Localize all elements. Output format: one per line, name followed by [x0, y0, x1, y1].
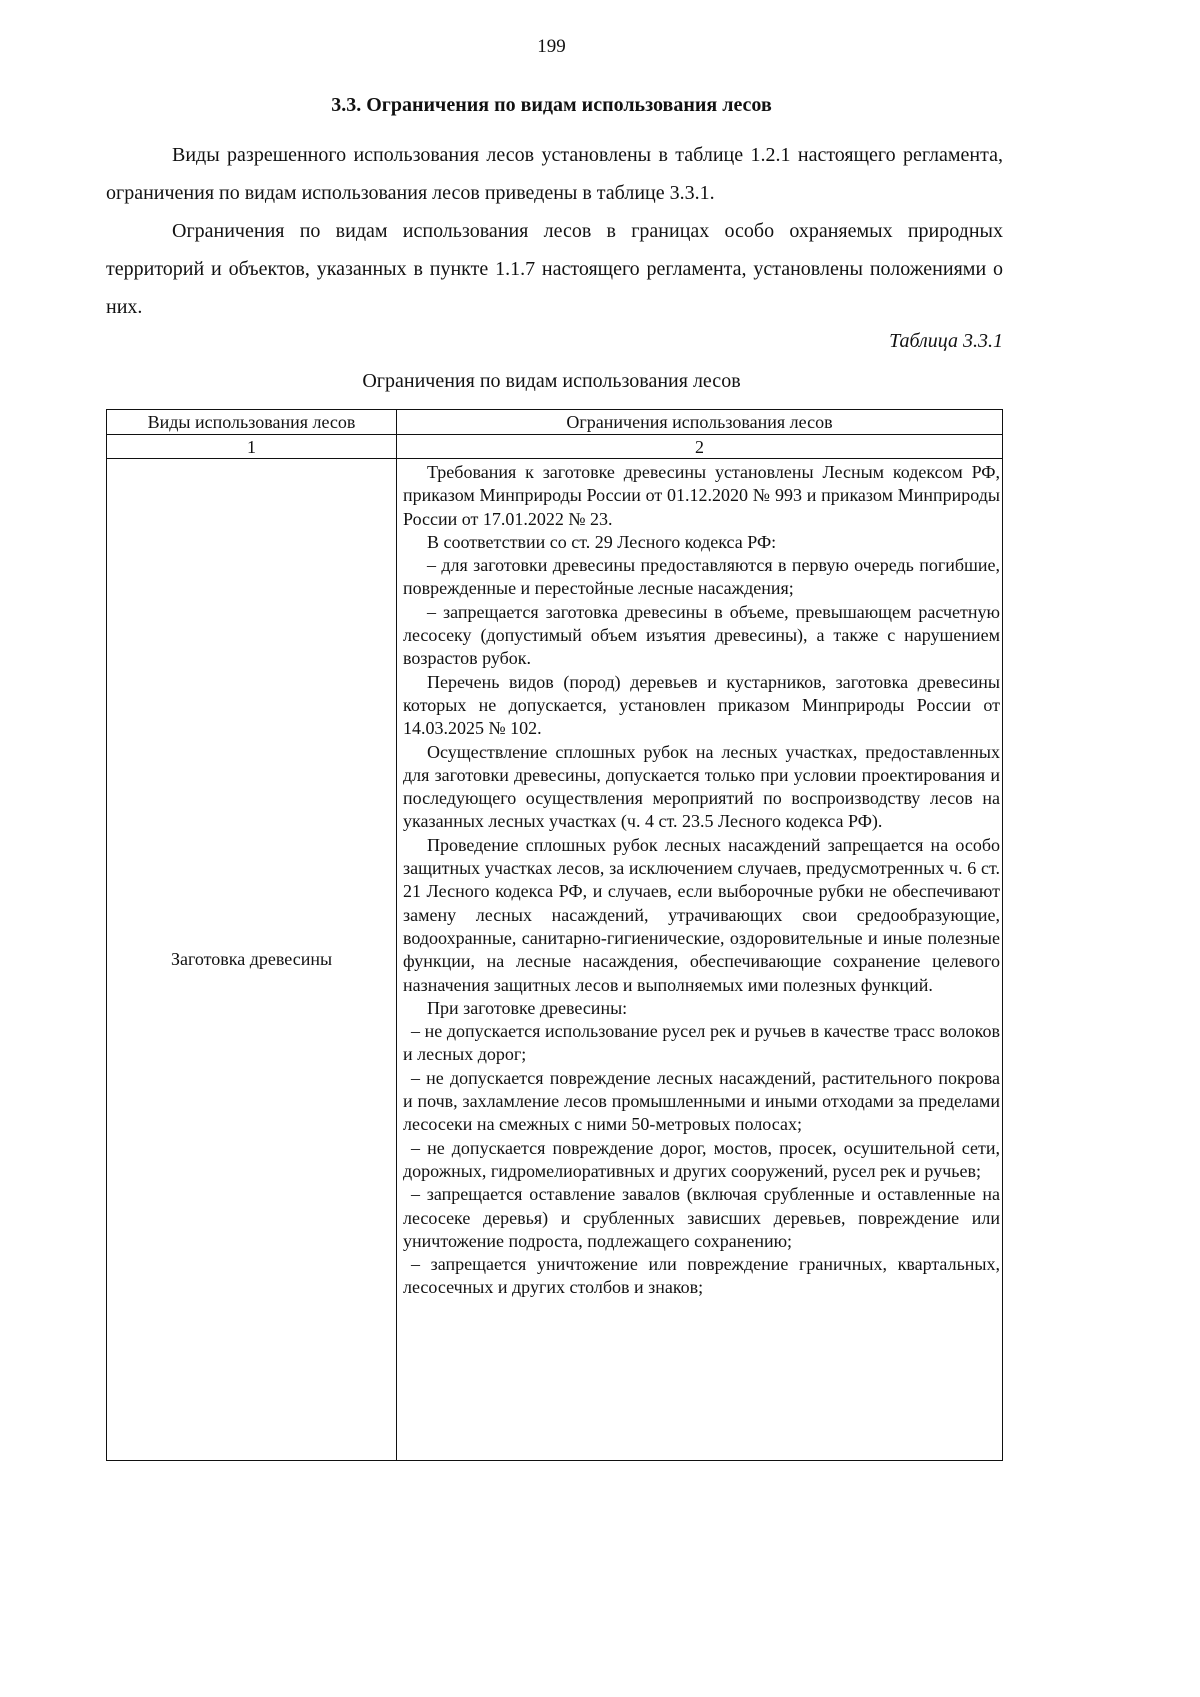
paragraph-1: Виды разрешенного использования лесов установлены в таблице 1.2.1 настоящего регламента, ограничения по видам использования лесов приведены в таблице 3.3.1.	[106, 144, 1003, 204]
restriction-paragraph: – запрещается уничтожение или повреждение граничных, квартальных, лесосечных и других столбов и знаков;	[403, 1254, 1000, 1298]
restriction-paragraph: Проведение сплошных рубок лесных насаждений запрещается на особо защитных участках лесов, за исключением случаев, предусмотренных ч. 6 ст. 21 Лесного кодекса РФ, и случаев, если выборочные рубки не обеспечивают замену лесных насаждений, утрачивающих свои средообразующие, водоохранные, санитарно-гигиенические, оздоровительные и иные полезные функции, на лесные насаждения, обеспечивающие сохранение целевого назначения защитных лесов и выполняемых ими полезных функций.	[403, 834, 1000, 995]
table-column-numbers-row	[107, 435, 1002, 459]
table-label: Таблица 3.3.1	[889, 330, 1003, 352]
table-row	[107, 459, 1002, 1460]
table-caption: Ограничения по видам использования лесов	[362, 370, 741, 392]
page-number: 199	[537, 36, 566, 57]
restriction-paragraph: – запрещается заготовка древесины в объеме, превышающем расчетную лесосеку (допустимый объем изъятия древесины), а также с нарушением возрастов рубок.	[403, 601, 1000, 669]
restriction-paragraph: – не допускается повреждение дорог, мостов, просек, осушительной сети, дорожных, гидромелиоративных и других сооружений, русел рек и ручьев;	[403, 1137, 1000, 1181]
usage-type-cell	[107, 459, 397, 1460]
restriction-paragraph: Осуществление сплошных рубок на лесных участках, предоставленных для заготовки древесины, допускается только при условии проектирования и последующего осуществления мероприятий по воспроизводству лесов на указанных лесных участках (ч. 4 ст. 23.5 Лесного кодекса РФ).	[403, 741, 1000, 832]
restriction-paragraph: – для заготовки древесины предоставляются в первую очередь погибшие, поврежденные и перестойные лесные насаждения;	[403, 555, 1000, 599]
paragraph-2: Ограничения по видам использования лесов в границах особо охраняемых природных территорий и объектов, указанных в пункте 1.1.7 настоящего регламента, установлены положениями о них.	[106, 220, 1003, 318]
restriction-paragraph: В соответствии со ст. 29 Лесного кодекса РФ:	[427, 531, 777, 552]
usage-type-label: Заготовка древесины	[170, 949, 333, 969]
restrictions-table	[106, 409, 1003, 1461]
restriction-paragraph: – не допускается повреждение лесных насаждений, растительного покрова и почв, захламление лесов промышленными и иными отходами за пределами лесосеки на смежных с ними 50-метровых полосах;	[403, 1067, 1000, 1135]
section-title: 3.3. Ограничения по видам использования лесов	[331, 94, 772, 116]
restriction-paragraph: При заготовке древесины:	[427, 997, 628, 1018]
column-number-1: 1	[107, 435, 397, 458]
header-usage-types: Виды использования лесов	[107, 410, 397, 434]
restriction-paragraph: Требования к заготовке древесины установлены Лесным кодексом РФ, приказом Минприроды России от 01.12.2020 № 993 и приказом Минприроды России от 17.01.2022 № 23.	[403, 462, 1000, 529]
restrictions-cell	[397, 459, 1002, 1460]
restriction-paragraph: – запрещается оставление завалов (включая срубленные и оставленные на лесосеке деревья) и срубленных зависших деревьев, повреждение или уничтожение подроста, подлежащего сохранению;	[403, 1184, 1000, 1251]
table-header-row	[107, 410, 1002, 435]
restriction-paragraph: – не допускается использование русел рек и ручьев в качестве трасс волоков и лесных дорог;	[403, 1021, 1000, 1065]
header-restrictions: Ограничения использования лесов	[566, 412, 833, 432]
column-number-2: 2	[695, 437, 704, 457]
restriction-paragraph: Перечень видов (пород) деревьев и кустарников, заготовка древесины которых не допускается, установлен приказом Минприроды России от 14.03.2025 № 102.	[403, 671, 1000, 739]
